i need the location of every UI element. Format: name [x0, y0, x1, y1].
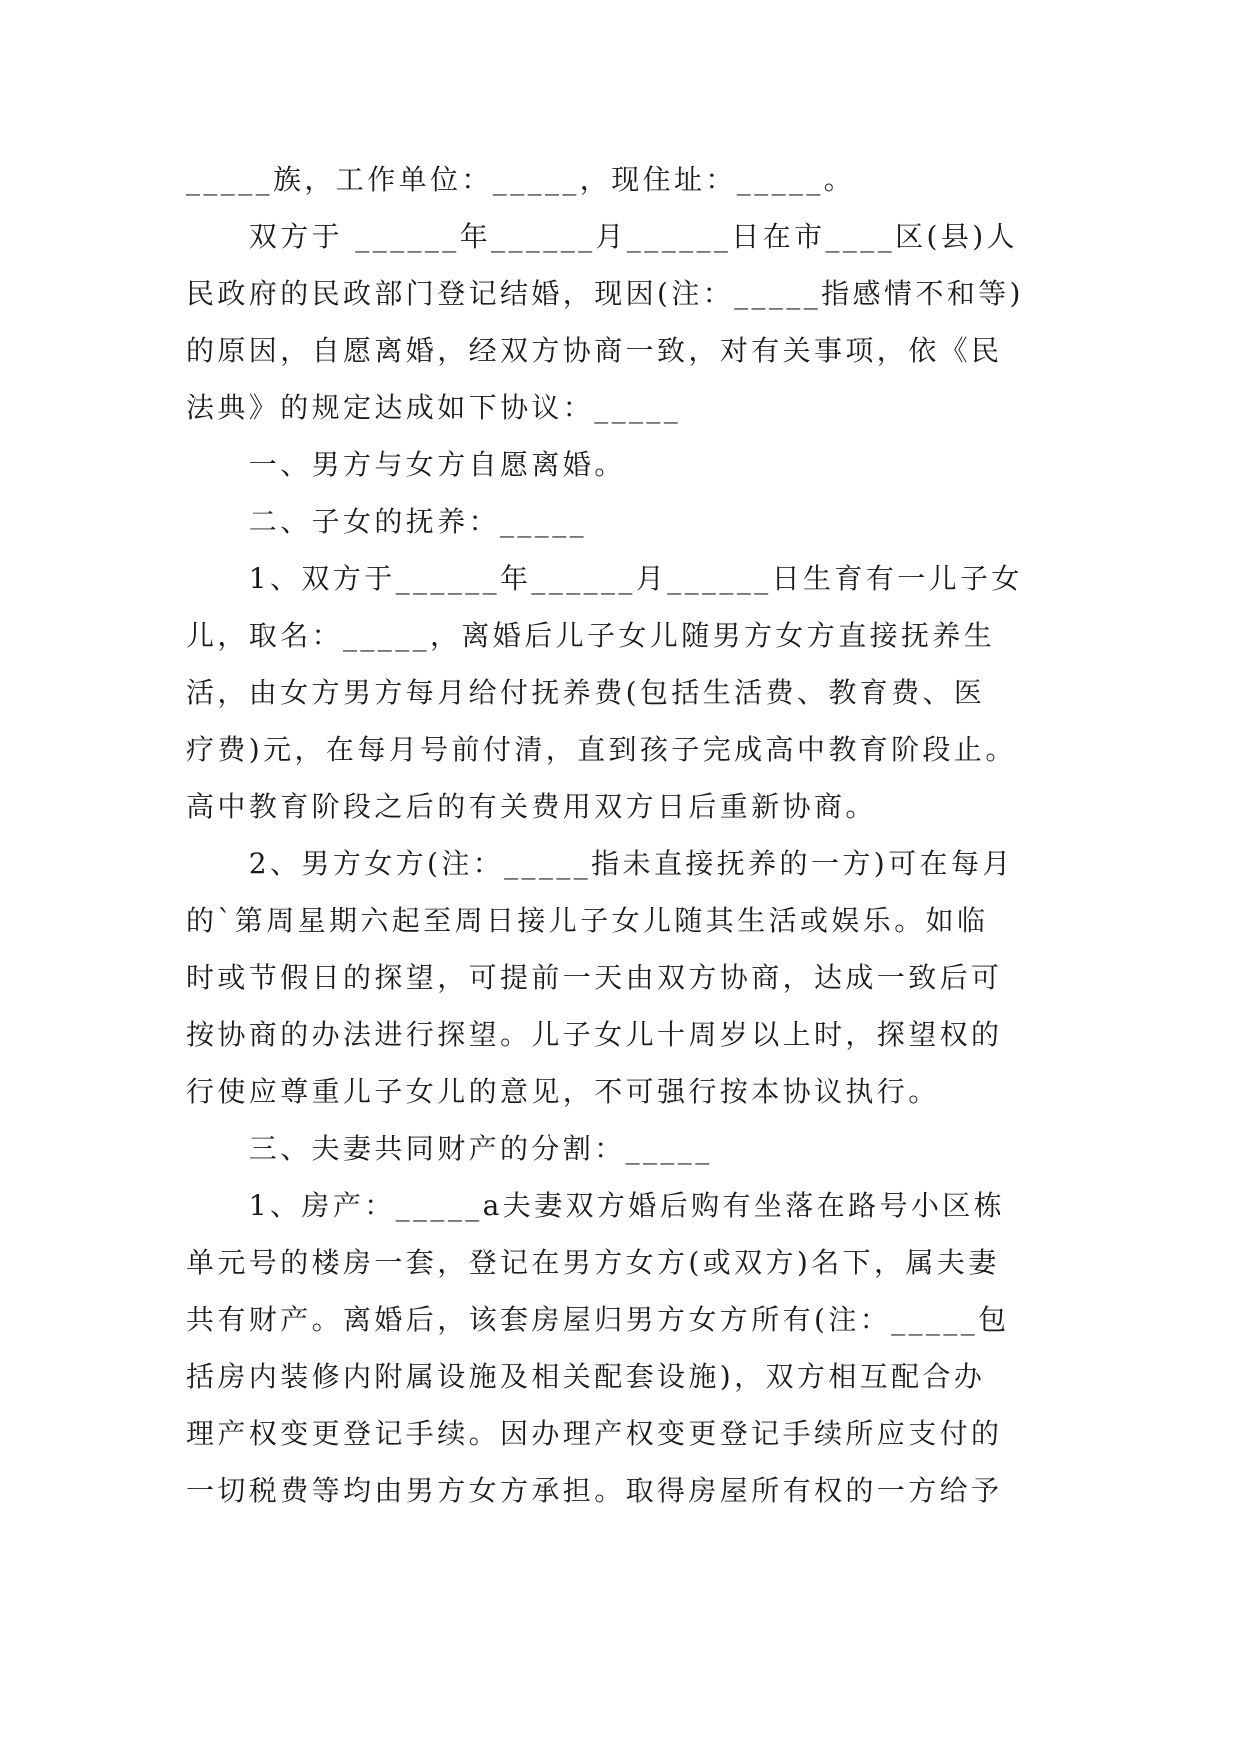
text-line: 的原因，自愿离婚，经双方协商一致，对有关事项，依《民 — [186, 334, 1003, 367]
text-line: 三、夫妻共同财产的分割：_____ — [186, 1132, 713, 1165]
text-line: 括房内装修内附属设施及相关配套设施)，双方相互配合办 — [186, 1360, 986, 1393]
text-line: 单元号的楼房一套，登记在男方女方(或双方)名下，属夫妻 — [186, 1246, 1000, 1279]
text-line: 活，由女方男方每月给付抚养费(包括生活费、教育费、医 — [186, 676, 986, 709]
text-line: 按协商的办法进行探望。儿子女儿十周岁以上时，探望权的 — [186, 1018, 1003, 1051]
text-line: 理产权变更登记手续。因办理产权变更登记手续所应支付的 — [186, 1417, 1003, 1450]
text-line: 1、房产：_____a夫妻双方婚后购有坐落在路号小区栋 — [186, 1189, 1006, 1222]
text-line: 1、双方于______年______月______日生育有一儿子女 — [186, 562, 1023, 595]
text-line: 行使应尊重儿子女儿的意见，不可强行按本协议执行。 — [186, 1075, 940, 1108]
text-line: 二、子女的抚养：_____ — [186, 505, 588, 538]
text-line: 双方于 ______年______月______日在市____区(县)人 — [186, 220, 1018, 253]
text-line: 一切税费等均由男方女方承担。取得房屋所有权的一方给予 — [186, 1474, 1003, 1507]
text-line: 时或节假日的探望，可提前一天由双方协商，达成一致后可 — [186, 961, 1003, 994]
text-line: 儿，取名：_____，离婚后儿子女儿随男方女方直接抚养生 — [186, 619, 996, 652]
text-line: 共有财产。离婚后，该套房屋归男方女方所有(注：_____包 — [186, 1303, 1010, 1336]
text-line: _____族，工作单位：_____，现住址：_____。 — [186, 163, 856, 196]
text-line: 2、男方女方(注：_____指未直接抚养的一方)可在每月 — [186, 847, 1014, 880]
text-line: 法典》的规定达成如下协议：_____ — [186, 391, 682, 424]
text-line: 民政府的民政部门登记结婚，现因(注：_____指感情不和等) — [186, 277, 1024, 310]
text-line: 疗费)元，在每月号前付清，直到孩子完成高中教育阶段止。 — [186, 733, 1017, 766]
text-line: 的`第周星期六起至周日接儿子女儿随其生活或娱乐。如临 — [186, 904, 989, 937]
text-line: 一、男方与女方自愿离婚。 — [186, 448, 626, 481]
text-line: 高中教育阶段之后的有关费用双方日后重新协商。 — [186, 790, 877, 823]
